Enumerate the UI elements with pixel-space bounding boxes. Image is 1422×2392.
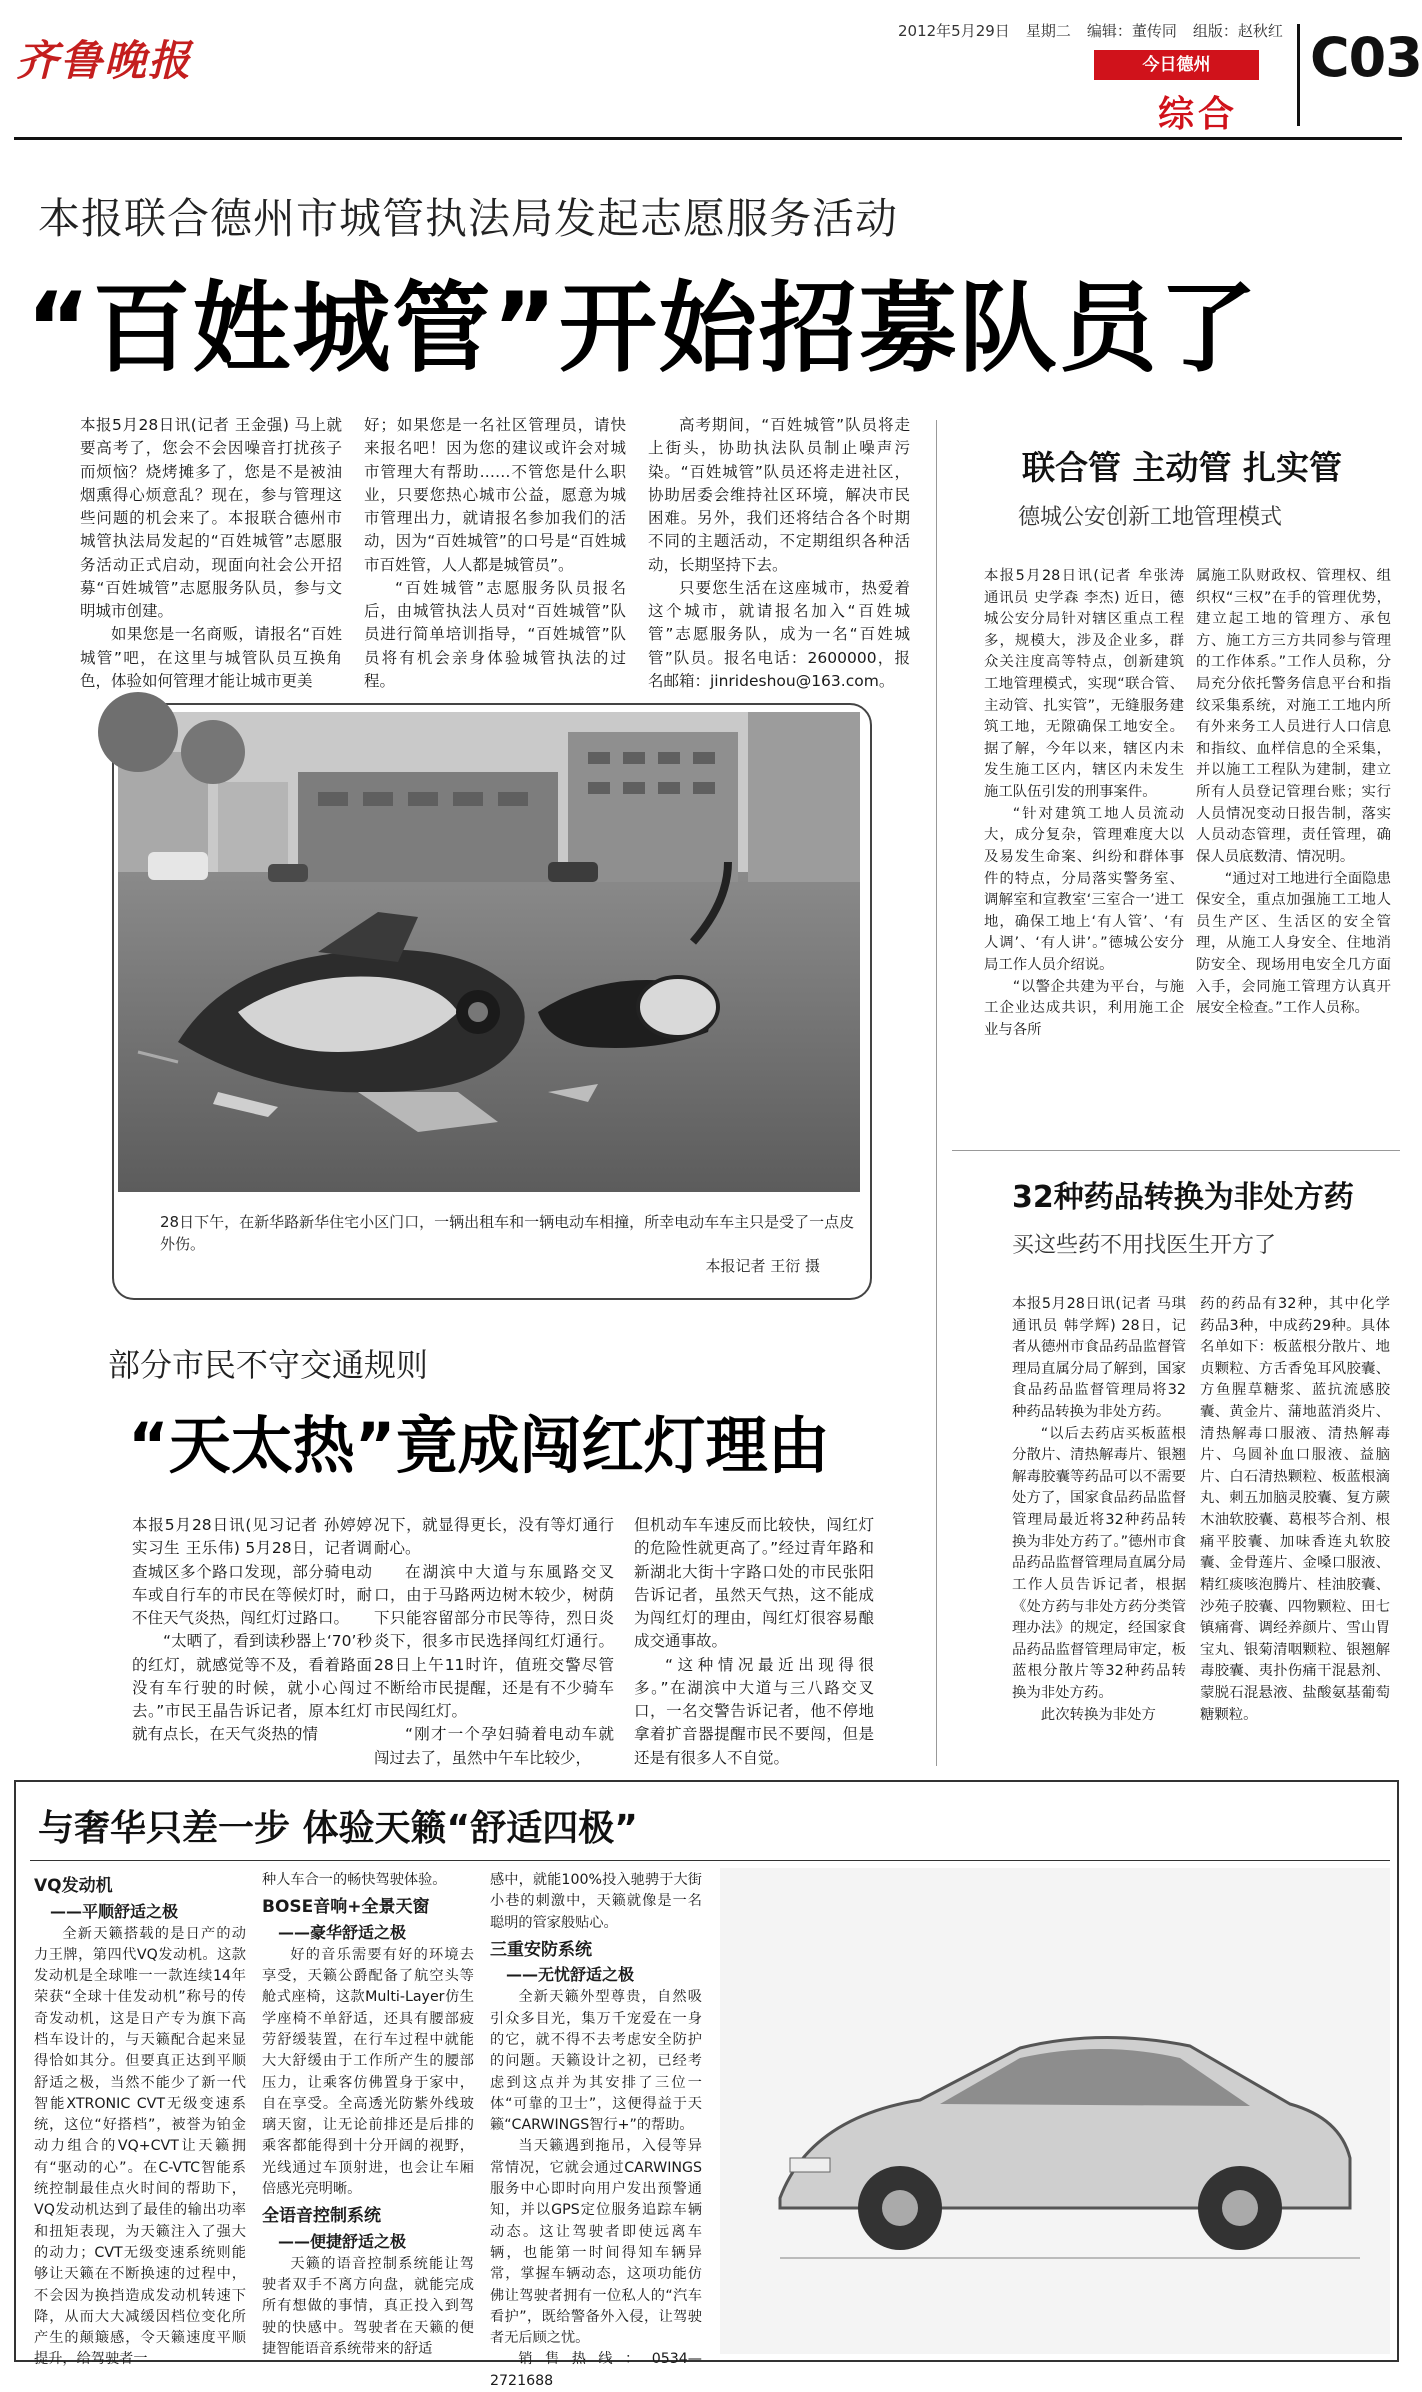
ad-paragraph: 当天籁遇到拖吊，入侵等异常情况，它就会通过CARWINGS服务中心即时向用户发出预警通知，并以GPS定位服务追踪车辆动态。这让驾驶者即使远离车辆，也能第一时间得知车辆异常，掌握车辆动态，这项功能仿佛让驾驶者拥有一位私人的“汽车看护”，既给警备外入侵，让驾驶者无后顾之忧。 bbox=[490, 2138, 702, 2347]
traffic-col-3 bbox=[634, 1514, 874, 1767]
traffic-col-1 bbox=[132, 1514, 372, 1764]
photo-caption bbox=[160, 1212, 860, 1277]
traffic-col-2-para-2: 在湖滨中大道与东風路交叉口，由于马路两边树木较少，树荫下只能容留部分市民等待，烈日炎炎下，很多市民选择闯红灯通行。28日上午11时许，值班交警尽管不断给市民提醒，还是有不少骑车市民闯红灯。 bbox=[374, 1562, 614, 1720]
drug-col-2-para-1: 药的药品有32种，其中化学药品3种，中成药29种。具体名单如下：板蓝根分散片、地贞颗粒、方舌香兔耳风胶囊、方鱼腥草糖浆、蓝抗流感胶囊、黄金片、蒲地蓝消炎片、清热解毒口服液、清热解毒片、乌圆补血口服液、益脑片、白石清热颗粒、板蓝根滴丸、刺五加脑灵胶囊、复方蕨木油软胶囊、葛根芩合剂、根痛平胶囊、加味香连丸软胶囊、金骨莲片、金嗓口服液、精红痰咳泡腾片、桂油胶囊、沙苑子胶囊、四物颗粒、田七镇痛膏、调经养颜片、雪山胃宝丸、银菊清咽颗粒、银翘解毒胶囊、夷扑伤痛干混悬剂、蒙脱石混悬液、盐酸氨基葡萄糖颗粒。 bbox=[1200, 1296, 1390, 1723]
construction-headline: 联合管 主动管 扎实管 bbox=[1022, 448, 1342, 487]
construction-col-2-para-1: 属施工队财政权、管理权、组织权“三权”在手的管理优势，建立起工地的管理方、承包方、施工方三方共同参与管理的工作体系。”工作人员称，分局充分依托警务信息平台和指纹采集系统，对施工工地内所有外来务工人员进行人口信息和指纹、血样信息的全采集，并以施工工程队为建制，建立所有人员登记管理台账；实行人员情况变动日报告制，落实人员动态管理，责任管理，确保人员底数清、情况明。 bbox=[1196, 568, 1391, 865]
drug-col-2 bbox=[1200, 1294, 1390, 1766]
construction-col-1-para-1: 本报5月28日讯(记者 牟张涛 通讯员 史学森 李杰) 近日，德城公安分局针对辖区重点工程多，规模大，涉及企业多，群众关注度高等特点，创新建筑工地管理模式，实现“联合管、主动管、扎实管”，无缝服务建筑工地，无隙确保工地安全。据了解，今年以来，辖区内未发生施工区内，辖区内未发生施工队伍引发的刑事案件。 bbox=[984, 568, 1184, 801]
traffic-col-1-para-1: 本报5月28日讯(见习记者 孙婷婷 实习生 王乐伟) 5月28日，记者调查城区多个路口发现，部分骑电动车或自行车的市民在等候灯时，耐不住天气炎热，闯红灯过路口。 bbox=[132, 1516, 372, 1627]
drug-col-1-para-1: 本报5月28日讯(记者 马琪 通讯员 韩学辉) 28日，记者从德州市食品药品监督管理局直属分局了解到，国家食品药品监督管理局将32种药品转换为非处方药。 bbox=[1012, 1296, 1186, 1421]
ad-paragraph: 种人车合一的畅快驾驶体验。 bbox=[262, 1872, 447, 1888]
accident-photo bbox=[118, 712, 860, 1192]
accident-photo-illustration bbox=[118, 712, 860, 1192]
ad-section-subheading: ——豪华舒适之极 bbox=[278, 1922, 407, 1942]
ad-section-subheading: ——平顺舒适之极 bbox=[50, 1901, 179, 1921]
ad-col-1 bbox=[34, 1870, 246, 2368]
ad-headline-rule bbox=[30, 1860, 1390, 1861]
newspaper-brand-logo: 齐鲁晚报 bbox=[16, 36, 193, 85]
drug-headline: 32种药品转换为非处方药 bbox=[1012, 1180, 1354, 1215]
traffic-col-1-para-2: “太晒了，看到读秒器上‘70’秒的红灯，就感觉等不及，看着路面没有车行驶的时候，就小心闯过去。”市民王晶告诉记者，原本红灯就有点长，在天气炎热的情 bbox=[132, 1632, 372, 1744]
page-number: C03 bbox=[1310, 26, 1422, 89]
editor-credit: 编辑：董传同 bbox=[1086, 22, 1177, 40]
lead-col-3 bbox=[648, 414, 910, 690]
drug-col-1-para-3: 此次转换为非处方 bbox=[1040, 1706, 1156, 1723]
ad-section-subheading: ——无忧舒适之极 bbox=[506, 1965, 635, 1985]
lead-col-1 bbox=[80, 414, 342, 690]
car-illustration bbox=[720, 1868, 1390, 2354]
ad-paragraph: 销售热线：0534—2721688 bbox=[490, 2351, 702, 2389]
ad-paragraph: 全新天籁外型尊贵，自然吸引众多目光，集万千宠爱在一身的它，就不得不去考虑安全防护的问题。天籁设计之初，已经考虑到这点并为其安排了三位一体“可靠的卫士”，这便得益于天籁“CARWINGS智行+”的帮助。 bbox=[490, 1989, 702, 2134]
drug-col-1-para-2: “以后去药店买板蓝根分散片、清热解毒片、银翘解毒胶囊等药品可以不需要处方了，国家食品药品监督管理局最近将32种药品转换为非处方药了。”德州市食品药品监督管理局直属分局工作人员告诉记者，根据《处方药与非处方药分类管理办法》的规定，经国家食品药品监督管理局审定，板蓝根分散片等32种药品转换为非处方药。 bbox=[1012, 1425, 1186, 1701]
section-tag: 今日德州 bbox=[1094, 50, 1259, 80]
ad-col-3 bbox=[490, 1870, 702, 2389]
traffic-col-2 bbox=[374, 1514, 614, 1767]
photo-caption-text: 28日下午，在新华路新华住宅小区门口，一辆出租车和一辆电动车相撞，所幸电动车车主只是受了一点皮外伤。 bbox=[160, 1213, 855, 1253]
ad-paragraph: 感中，就能100%投入驰骋于大街小巷的刺激中，天籁就像是一名聪明的管家般贴心。 bbox=[490, 1872, 702, 1931]
ad-headline: 与奢华只差一步 体验天籁“舒适四极” bbox=[38, 1808, 638, 1849]
ad-paragraph: 天籁的语音控制系统能让驾驶者双手不离方向盘，就能完成所有想做的事情，真正投入到驾驶的快感中。驾驶者在天籁的便捷智能语音系统带来的舒适 bbox=[262, 2255, 474, 2358]
issue-weekday: 星期二 bbox=[1025, 22, 1071, 40]
lead-col-3-para-2: 只要您生活在这座城市，热爱着这个城市，就请报名加入“百姓城管”志愿服务队，成为一名“百姓城管”队员。报名电话：2600000，报名邮箱：jinrideshou@163.com。 bbox=[648, 578, 910, 690]
ad-col-2 bbox=[262, 1870, 474, 2356]
ad-section-heading: BOSE音响+全景天窗 bbox=[262, 1897, 430, 1918]
issue-meta bbox=[898, 20, 1299, 41]
drug-col-1 bbox=[1012, 1294, 1186, 1766]
photo-credit: 本报记者 王衍 摄 bbox=[705, 1256, 820, 1275]
lead-headline: “百姓城管”开始招募队员了 bbox=[26, 272, 1259, 386]
layout-credit: 组版：赵秋红 bbox=[1192, 22, 1283, 40]
masthead-divider bbox=[1297, 24, 1300, 126]
construction-col-1-para-2: “针对建筑工地人员流动大，成分复杂，管理难度大以及易发生命案、纠纷和群体事件的特点，分局落实警务室、调解室和宣教室‘三室合一’进工地，确保工地上‘有人管’、‘有人调’、‘有人讲’。”德城公安分局工作人员介绍说。 bbox=[984, 805, 1184, 973]
lead-col-2 bbox=[364, 414, 626, 690]
lead-col-3-para-1: 高考期间，“百姓城管”队员将走上街头，协助执法队员制止噪声污染。“百姓城管”队员还将走进社区，协助居委会维持社区环境，解决市民困难。另外，我们还将结合各个时期不同的主题活动，不定期组织各种活动，长期坚持下去。 bbox=[648, 416, 910, 574]
issue-date: 2012年5月29日 bbox=[898, 22, 1010, 40]
traffic-col-3-para-1: 但机动车车速反而比较快，闯红灯的危险性就更高了。”经过青年路和新湖北大街十字路口处的市民张阳告诉记者，虽然天气热，这不能成为闯红灯的理由，闯红灯很容易酿成交通事故。 bbox=[634, 1516, 874, 1651]
right-column-divider bbox=[952, 1150, 1400, 1151]
lead-col-2-para-2: “百姓城管”志愿服务队员报名后，由城管执法人员对“百姓城管”队员进行简单培训指导，“百姓城管”队员将有机会亲身体验城管执法的过程。 bbox=[364, 578, 626, 690]
lead-kicker: 本报联合德州市城管执法局发起志愿服务活动 bbox=[38, 194, 899, 243]
lead-col-1-para-2: 如果您是一名商贩，请报名“百姓城管”吧，在这里与城管队员互换角色，体验如何管理才能让城市更美 bbox=[80, 625, 342, 690]
traffic-col-2-para-3: “刚才一个孕妇骑着电动车就闯过去了，虽然中午车比较少， bbox=[374, 1725, 614, 1767]
ad-section-heading: VQ发动机 bbox=[34, 1876, 113, 1896]
lead-col-1-para-1: 本报5月28日讯(记者 王金强) 马上就要高考了，您会不会因噪音打扰孩子而烦恼？烧烤摊多了，您是不是被油烟熏得心烦意乱？现在，参与管理这些问题的机会来了。本报联合德州市城管执法局发起的“百姓城管”志愿服务活动正式启动，现面向社会公开招募“百姓城管”志愿服务队员，参与文明城市创建。 bbox=[80, 416, 342, 620]
ad-paragraph: 好的音乐需要有好的环境去享受，天籁公爵配备了航空头等舱式座椅，这款Multi-Layer仿生学座椅不单舒适，还具有腰部疲劳舒缓装置，在行车过程中就能大大舒缓由于工作所产生的腰部压力，让乘客仿佛置身于家中，自在享受。全高透光防紫外线玻璃天窗，让无论前排还是后排的乘客都能得到十分开阔的视野，光线通过车顶射进，也会让车厢倍感光亮明晰。 bbox=[262, 1946, 474, 2198]
ad-section-heading: 三重安防系统 bbox=[490, 1939, 592, 1960]
construction-col-2 bbox=[1196, 566, 1391, 1140]
ad-section-subheading: ——便捷舒适之极 bbox=[278, 2231, 407, 2251]
traffic-col-2-para-1: 况下，就显得更长，没有等灯通行耐心。 bbox=[374, 1516, 614, 1558]
traffic-kicker: 部分市民不守交通规则 bbox=[108, 1346, 429, 1384]
drug-subhead: 买这些药不用找医生开方了 bbox=[1012, 1233, 1277, 1258]
traffic-headline: “天太热”竟成闯红灯理由 bbox=[128, 1409, 830, 1482]
masthead-rule bbox=[14, 137, 1402, 140]
section-name: 综合 bbox=[1158, 94, 1239, 135]
construction-col-1-para-3: “以警企共建为平台，与施工企业达成共识，利用施工企业与各所 bbox=[984, 978, 1184, 1038]
ad-section-heading: 全语音控制系统 bbox=[262, 2206, 381, 2227]
ad-paragraph: 全新天籁搭载的是日产的动力王牌，第四代VQ发动机。这款发动机是全球唯一一款连续14年荣获“全球十佳发动机”称号的传奇发动机，这是日产专为旗下高档车设计的，与天籁配合起来显得恰如其分。但要真正达到平顺舒适之极，当然不能少了新一代智能XTRONIC CVT无级变速系统，这位“好搭档”，被誉为铂金动力组合的VQ+CVT让天籁拥有“驱动的心”。在C-VTC智能系统控制最佳点火时间的帮助下，VQ发动机达到了最佳的输出功率和扭矩表现，为天籁注入了强大的动力；CVT无级变速系统则能够让天籁在不断换速的过程中，不会因为换挡造成发动机转速下降，从而大大减缓因档位变化所产生的颠簸感，令天籁速度平顺提升，给驾驶者一 bbox=[34, 1925, 246, 2368]
construction-col-1 bbox=[984, 566, 1184, 1140]
column-rule bbox=[936, 420, 937, 1766]
construction-subhead: 德城公安创新工地管理模式 bbox=[1018, 505, 1283, 530]
construction-col-2-para-2: “通过对工地进行全面隐患保安全，重点加强施工工地人员生产区、生活区的安全管理，从施工人身安全、住地消防安全、现场用电安全几方面入手，会同施工管理方认真开展安全检查。”工作人员称。 bbox=[1196, 870, 1391, 1017]
traffic-col-3-para-2: “这种情况最近出现得很多。”在湖滨中大道与三八路交叉口，一名交警告诉记者，他不停地拿着扩音器提醒市民不要闯，但是还是有很多人不自觉。 bbox=[634, 1655, 874, 1767]
ad-car-image bbox=[720, 1868, 1390, 2354]
lead-col-2-para-1: 好；如果您是一名社区管理员，请快来报名吧！因为您的建议或许会对城市管理大有帮助……不管您是什么职业，只要您热心城市公益，愿意为城市管理出力，就请报名参加我们的活动，因为“百姓城管”的口号是“百姓城市百姓管，人人都是城管员”。 bbox=[364, 416, 626, 574]
